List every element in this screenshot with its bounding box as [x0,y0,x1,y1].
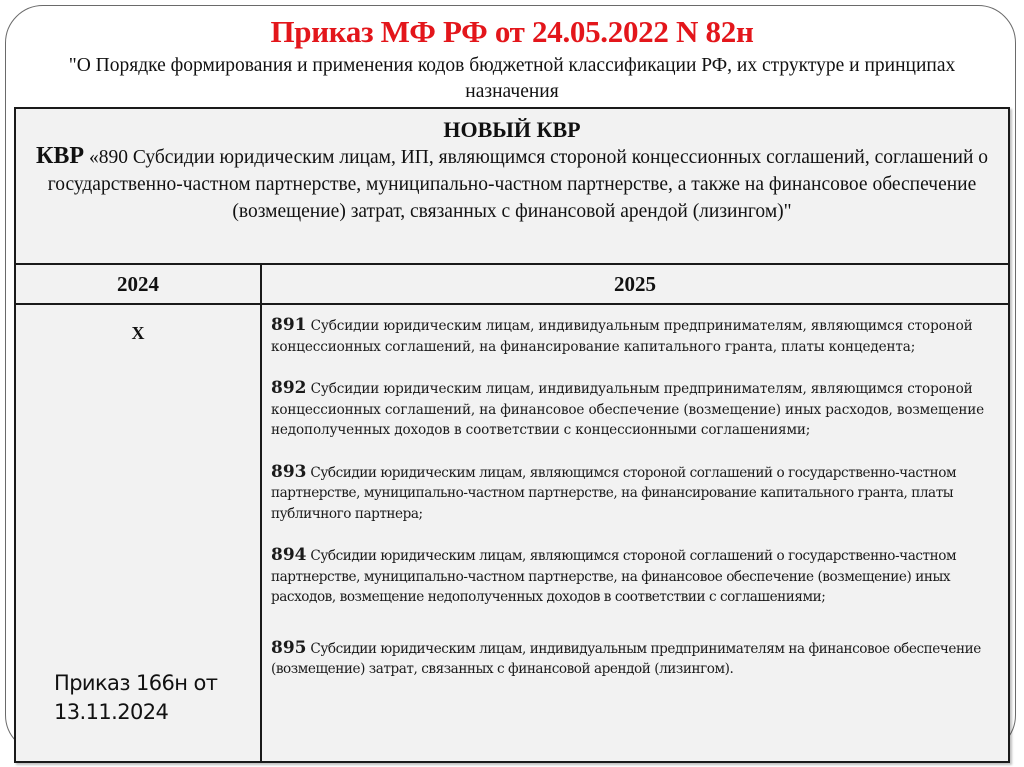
table-head-row [15,108,1009,264]
order-note [54,669,217,727]
code-text: Субсидии юридическим лицам, индивидуальным предпринимателям на финансовое обеспечение (возмещение) затрат, связанных с финансовой арендой (лизингом). [271,640,981,677]
cell-2024 [15,304,261,762]
table-body-row [15,304,1009,762]
code-item-895 [271,638,998,680]
page-subtitle: "О Порядке формирования и применения кодов бюджетной классификации РФ, их структуре и принципах назначения [68,55,956,102]
code-item-893 [271,462,998,525]
kvr-table [14,107,1010,763]
not-applicable-mark: Х [131,323,145,343]
code-item-894 [271,545,998,608]
code-item-892 [271,378,998,441]
code-text: Субсидии юридическим лицам, являющимся стороной соглашений о государственно-частном партнерстве, муниципально-частном партнерстве, на финансовое обеспечение (возмещение) иных расходов, возмещение недополученных доходов в соответствии с соглашениями; [271,548,957,605]
code-number: 895 [271,637,307,658]
code-text: Субсидии юридическим лицам, являющимся стороной соглашений о государственно-частном партнерстве, муниципально-частном партнерстве, на финансирование капитального гранта, платы публичного партнера; [271,464,957,522]
code-number: 892 [271,378,307,398]
code-text: Субсидии юридическим лицам, индивидуальным предпринимателям, являющимся стороной концессионных соглашений, на финансовое обеспечение (возмещение) иных расходов, возмещение недополученных доходов в соответствии с концессионными соглашениями; [271,381,985,438]
column-header-2025: 2025 [261,264,1009,304]
cell-2025 [261,304,1009,762]
code-item-891 [271,315,998,357]
new-kvr-title: НОВЫЙ КВР [443,117,581,142]
new-kvr-description [16,143,1008,225]
order-note-line1: Приказ 166н от [54,671,218,695]
code-number: 894 [271,545,307,565]
column-header-2024: 2024 [15,264,261,304]
order-note-line2: 13.11.2024 [54,700,169,724]
code-number: 891 [271,315,307,335]
page-title: Приказ МФ РФ от 24.05.2022 N 82н [270,14,754,49]
new-kvr-cell [15,108,1009,264]
year-header-row [15,264,1009,304]
code-text: Субсидии юридическим лицам, индивидуальным предпринимателям, являющимся стороной концессионных соглашений, на финансирование капитального гранта, платы концедента; [271,318,973,355]
code-number: 893 [271,461,307,482]
kvr-890-text: «890 Субсидии юридическим лицам, ИП, являющимся стороной концессионных соглашений, соглашений о государственно-частном партнерстве, муниципально-частном партнерстве, а также на финансовое обеспечение (возмещение) затрат, связанных с финансовой арендой (лизингом)" [47,147,989,222]
kvr-label: КВР [35,143,85,169]
